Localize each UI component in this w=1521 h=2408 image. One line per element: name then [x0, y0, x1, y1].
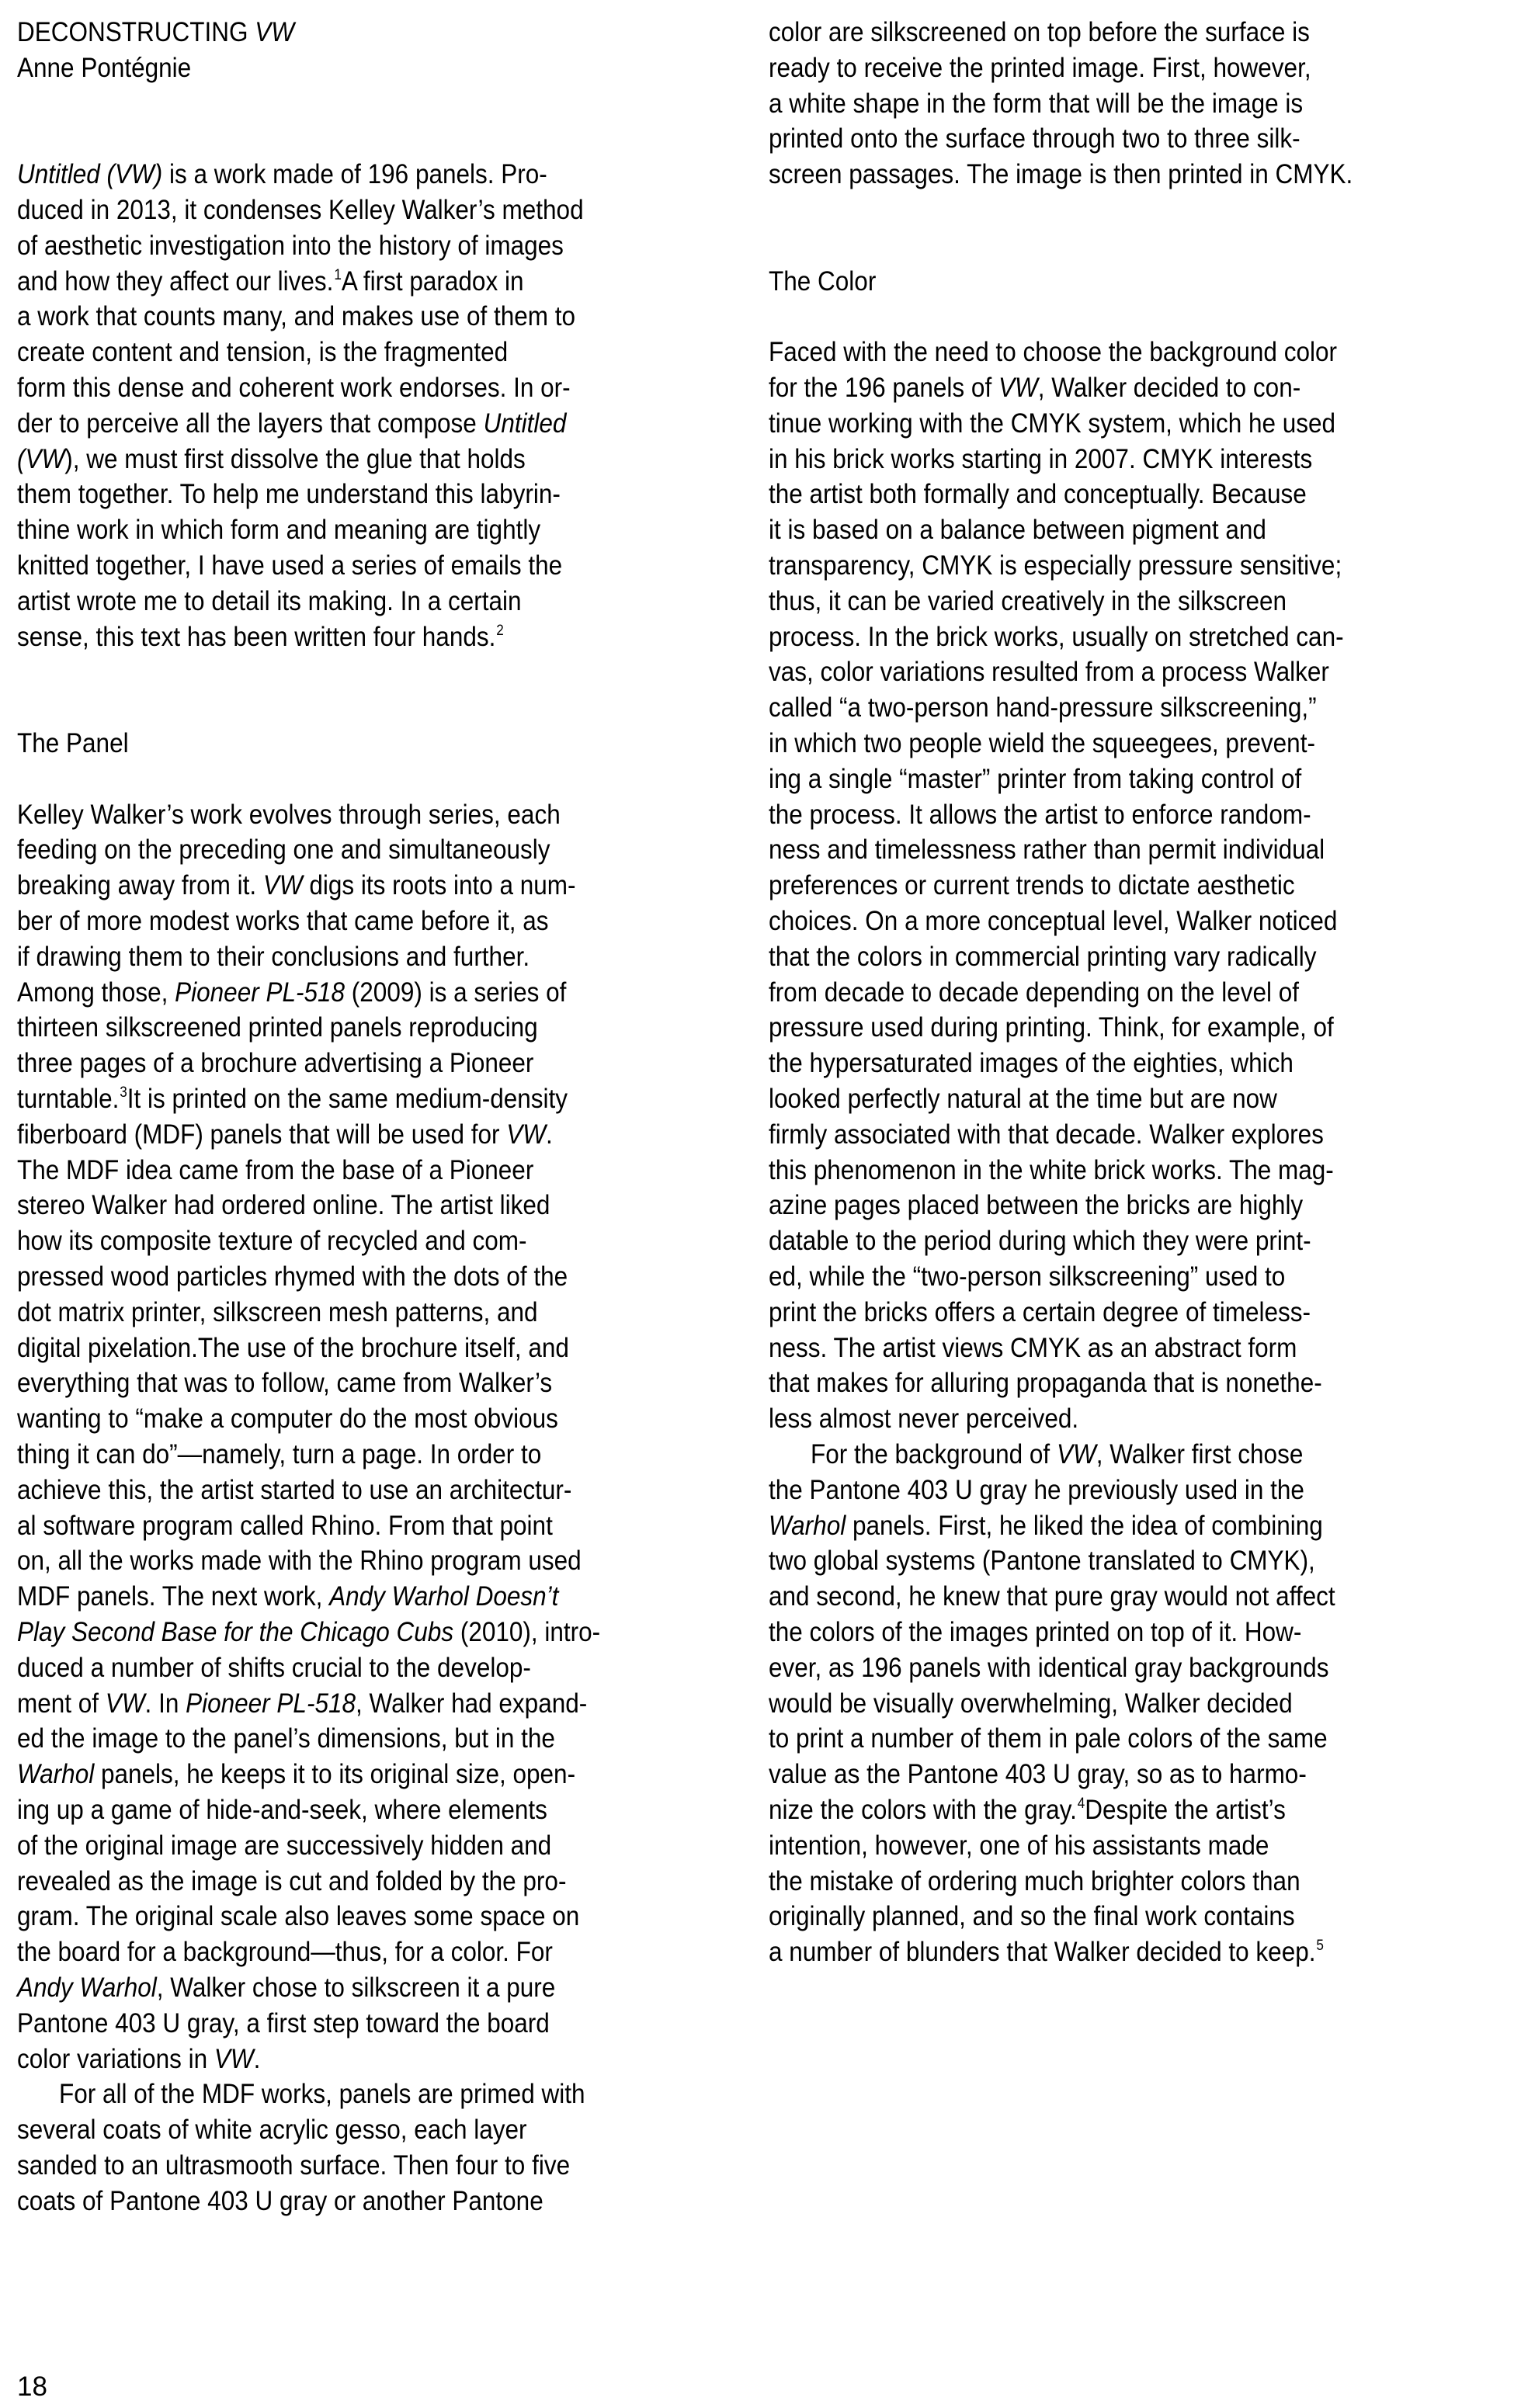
text-segment: the colors of the images printed on top of it. How- — [769, 1617, 1302, 1647]
text-segment: Despite the artist’s — [1085, 1795, 1286, 1825]
text-segment: ness and timelessness rather than permit individual — [769, 834, 1325, 866]
text-line — [769, 939, 1317, 975]
text-segment: intention, however, one of his assistants made — [769, 1830, 1269, 1861]
page-number: 18 — [17, 2372, 47, 2402]
text-line — [769, 121, 1300, 157]
text-segment: thirteen silkscreened printed panels reproducing — [17, 1012, 538, 1043]
text-segment: knitted together, I have used a series of emails the — [17, 550, 563, 581]
text-segment: panels. First, he liked the idea of combining — [846, 1510, 1323, 1541]
text-line — [17, 442, 526, 477]
text-line — [769, 1508, 1323, 1544]
text-line — [769, 1757, 1307, 1792]
text-segment: For the background of — [811, 1439, 1057, 1469]
text-line — [17, 939, 530, 975]
article-author — [17, 50, 191, 86]
text-line — [17, 2077, 585, 2112]
text-segment: from decade to decade depending on the level of — [769, 977, 1300, 1008]
text-segment: ing up a game of hide-and-seek, where elements — [17, 1795, 547, 1825]
text-segment: breaking away from it. — [17, 870, 263, 901]
text-line — [769, 86, 1303, 122]
text-line — [17, 406, 566, 442]
text-line — [769, 442, 1312, 477]
text-segment: for the 196 panels of — [769, 373, 998, 403]
text-segment: form this dense and coherent work endorses. In or- — [17, 373, 571, 403]
italic-title-text: Warhol — [769, 1510, 846, 1541]
text-line — [769, 477, 1307, 512]
text-segment: ing a single “master” printer from taking control of — [769, 763, 1302, 794]
text-line — [769, 1401, 1078, 1437]
text-segment: ), we must first dissolve the glue that holds — [64, 443, 526, 474]
text-line — [769, 1081, 1277, 1117]
text-segment: gram. The original scale also leaves some space on — [17, 1901, 580, 1932]
italic-title-text: VW — [255, 17, 295, 47]
text-segment: duced a number of shifts crucial to the develop- — [17, 1652, 531, 1683]
text-segment: ber of more modest works that came before it, as — [17, 906, 549, 936]
text-segment: the Pantone 403 U gray he previously used in the — [769, 1474, 1304, 1505]
text-segment: artist wrote me to detail its making. In a certain — [17, 585, 522, 616]
text-line — [17, 157, 547, 193]
text-segment: datable to the period during which they were print- — [769, 1226, 1311, 1257]
text-line — [769, 1615, 1301, 1650]
text-segment: a white shape in the form that will be the image is — [769, 88, 1304, 119]
text-segment: choices. On a more conceptual level, Walker noticed — [769, 906, 1338, 936]
footnote-reference: 4 — [1077, 1796, 1085, 1812]
text-line — [769, 904, 1337, 939]
text-line — [769, 1153, 1334, 1188]
text-line — [769, 868, 1295, 904]
text-segment: , Walker first chose — [1096, 1439, 1304, 1469]
text-segment: of aesthetic investigation into the history of images — [17, 230, 564, 261]
text-line — [17, 1365, 552, 1401]
text-segment: duced in 2013, it condenses Kelley Walker’s method — [17, 195, 584, 225]
text-segment: azine pages placed between the bricks are highly — [769, 1190, 1304, 1221]
text-segment: Pantone 403 U gray, a first step toward the board — [17, 2007, 550, 2038]
italic-title-text: Warhol — [17, 1759, 95, 1790]
text-line — [769, 1259, 1285, 1295]
text-segment: the artist both formally and conceptually. Because — [769, 479, 1307, 510]
text-line — [17, 619, 504, 655]
text-line — [769, 762, 1301, 797]
text-segment: ed, while the “two-person silkscreening” used to — [769, 1261, 1286, 1292]
text-line — [769, 1188, 1303, 1223]
text-line — [17, 1792, 547, 1828]
text-segment: . — [253, 2043, 261, 2074]
text-segment: , Walker chose to silkscreen it a pure — [156, 1973, 556, 2003]
text-line — [17, 975, 566, 1011]
text-line — [17, 1828, 551, 1864]
text-segment: to print a number of them in pale colors of the same — [769, 1723, 1328, 1754]
text-segment: color variations in — [17, 2043, 214, 2074]
text-segment: The Panel — [17, 728, 129, 758]
text-segment: digital pixelation.The use of the brochure itself, and — [17, 1332, 569, 1363]
text-segment: pressed wood particles rhymed with the dots of the — [17, 1261, 568, 1292]
text-line — [17, 1331, 569, 1366]
text-line — [769, 1437, 1303, 1473]
text-line — [769, 584, 1287, 619]
text-line — [17, 370, 571, 406]
text-line — [769, 1543, 1315, 1579]
section-heading — [769, 264, 876, 300]
text-segment: originally planned, and so the final work contains — [769, 1901, 1295, 1932]
text-line — [769, 15, 1310, 50]
text-segment: achieve this, the artist started to use an architectur- — [17, 1474, 572, 1505]
text-line — [769, 548, 1342, 584]
text-segment: preferences or current trends to dictate aesthetic — [769, 870, 1295, 901]
text-segment: and second, he knew that pure gray would not affect — [769, 1581, 1335, 1612]
text-line — [17, 1259, 568, 1295]
text-segment: al software program called Rhino. From that point — [17, 1510, 553, 1541]
text-line — [17, 1401, 558, 1437]
text-line — [17, 299, 575, 335]
text-segment: is a work made of 196 panels. Pro- — [162, 159, 547, 190]
text-segment: the process. It allows the artist to enforce random- — [769, 799, 1311, 830]
text-segment: that the colors in commercial printing vary radically — [769, 941, 1317, 972]
text-segment: looked perfectly natural at the time but are now — [769, 1084, 1277, 1114]
text-segment: ever, as 196 panels with identical gray backgrounds — [769, 1652, 1329, 1683]
text-segment: The MDF idea came from the base of a Pioneer — [17, 1154, 534, 1185]
text-segment: feeding on the preceding one and simultaneously — [17, 834, 550, 866]
text-line — [17, 2148, 570, 2184]
footnote-reference: 3 — [120, 1084, 127, 1101]
text-segment: that makes for alluring propaganda that is nonethe- — [769, 1368, 1322, 1399]
footnote-reference: 2 — [496, 622, 504, 639]
text-line — [769, 1295, 1311, 1331]
text-line — [769, 797, 1311, 833]
text-segment: printed onto the surface through two to three silk- — [769, 123, 1300, 154]
text-line — [17, 1757, 575, 1792]
text-line — [769, 832, 1325, 868]
text-segment: in his brick works starting in 2007. CMYK interests — [769, 443, 1313, 474]
text-segment: the mistake of ordering much brighter colors than — [769, 1865, 1300, 1896]
text-segment: For all of the MDF works, panels are primed with — [59, 2079, 585, 2110]
text-segment: ness. The artist views CMYK as an abstract form — [769, 1332, 1297, 1363]
text-line — [17, 1934, 553, 1970]
text-line — [17, 1081, 568, 1117]
text-segment: The Color — [769, 265, 877, 297]
text-line — [17, 2112, 527, 2148]
text-line — [17, 2184, 543, 2219]
text-line — [769, 1117, 1324, 1153]
footnote-reference: 1 — [334, 266, 342, 283]
text-segment: print the bricks offers a certain degree of timeless- — [769, 1296, 1311, 1327]
text-segment: them together. To help me understand this labyrin- — [17, 479, 561, 510]
text-segment: nize the colors with the gray. — [769, 1795, 1077, 1825]
text-line — [769, 1899, 1295, 1934]
text-line — [17, 1473, 571, 1508]
text-segment: revealed as the image is cut and folded by the pro- — [17, 1865, 567, 1896]
text-line — [769, 1934, 1324, 1970]
text-line — [17, 548, 562, 584]
text-line — [769, 975, 1299, 1011]
text-segment: in which two people wield the squeegees, prevent- — [769, 728, 1315, 758]
text-line — [17, 512, 540, 548]
text-line — [769, 726, 1315, 762]
text-segment: value as the Pantone 403 U gray, so as to harmo- — [769, 1759, 1307, 1790]
text-line — [17, 335, 508, 370]
text-line — [769, 1792, 1286, 1828]
italic-title-text: Andy Warhol — [17, 1973, 157, 2003]
text-segment: (2009) is a series of — [345, 977, 567, 1008]
italic-title-text: VW — [262, 870, 303, 901]
text-segment: and how they affect our lives. — [17, 265, 334, 297]
text-line — [769, 335, 1337, 370]
text-line — [769, 1365, 1322, 1401]
text-line — [17, 228, 564, 264]
text-line — [769, 1721, 1328, 1757]
text-line — [17, 1579, 558, 1615]
text-line — [769, 1828, 1269, 1864]
text-line — [17, 1721, 555, 1757]
text-segment: Kelley Walker’s work evolves through series, each — [17, 799, 561, 830]
text-line — [769, 1579, 1335, 1615]
text-line — [769, 690, 1317, 726]
text-segment: pressure used during printing. Think, for example, of — [769, 1012, 1334, 1043]
article-title — [17, 15, 294, 50]
text-segment: It is printed on the same medium-density — [127, 1084, 568, 1114]
text-segment: sanded to an ultrasmooth surface. Then four to five — [17, 2150, 571, 2181]
italic-title-text: Untitled (VW) — [17, 159, 163, 190]
text-segment: panels, he keeps it to its original size, open- — [94, 1759, 576, 1790]
italic-title-text: Andy Warhol Doesn’t — [329, 1581, 559, 1612]
text-segment: der to perceive all the layers that compose — [17, 408, 484, 439]
text-segment: thing it can do”—namely, turn a page. In order to — [17, 1439, 542, 1469]
text-line — [17, 1223, 527, 1259]
text-line — [769, 50, 1311, 86]
text-line — [17, 1970, 555, 2006]
text-line — [17, 584, 522, 619]
text-segment: less almost never perceived. — [769, 1404, 1079, 1435]
text-segment: transparency, CMYK is especially pressure sensitive; — [769, 550, 1342, 581]
text-segment: sense, this text has been written four hands. — [17, 621, 496, 652]
text-line — [769, 512, 1266, 548]
text-segment: ready to receive the printed image. First, however, — [769, 52, 1311, 83]
text-segment: . In — [144, 1688, 186, 1719]
text-segment: turntable. — [17, 1084, 120, 1114]
text-line — [17, 1899, 579, 1934]
text-segment: process. In the brick works, usually on stretched can- — [769, 621, 1344, 652]
text-line — [17, 1864, 566, 1900]
text-segment: screen passages. The image is then printed in CMYK. — [769, 159, 1353, 190]
text-line — [17, 1188, 550, 1223]
text-segment: thus, it can be varied creatively in the silkscreen — [769, 585, 1287, 616]
text-segment: it is based on a balance between pigment and — [769, 515, 1266, 546]
text-segment: , Walker had expand- — [356, 1688, 588, 1719]
text-line — [769, 157, 1353, 193]
text-segment: ment of — [17, 1688, 106, 1719]
text-segment: everything that was to follow, came from Walker’s — [17, 1368, 553, 1399]
text-segment: coats of Pantone 403 U gray or another Pantone — [17, 2185, 543, 2216]
text-segment: (2010), intro- — [453, 1617, 601, 1647]
text-segment: ed the image to the panel’s dimensions, but in the — [17, 1723, 555, 1754]
text-segment: if drawing them to their conclusions and further. — [17, 941, 530, 972]
italic-title-text: (VW — [17, 443, 65, 474]
text-segment: three pages of a brochure advertising a Pioneer — [17, 1048, 534, 1079]
text-segment: color are silkscreened on top before the surface is — [769, 17, 1310, 47]
text-segment: of the original image are successively hidden and — [17, 1830, 552, 1861]
text-segment: firmly associated with that decade. Walker explores — [769, 1119, 1324, 1150]
italic-title-text: VW — [105, 1688, 145, 1719]
text-line — [769, 619, 1344, 655]
text-line — [769, 1331, 1297, 1366]
text-segment: vas, color variations resulted from a process Walker — [769, 657, 1329, 688]
text-line — [769, 1046, 1294, 1081]
italic-title-text: VW — [998, 373, 1038, 403]
italic-title-text: Untitled — [483, 408, 567, 439]
text-line — [769, 370, 1300, 406]
text-segment: the hypersaturated images of the eighties, which — [769, 1048, 1294, 1079]
section-heading — [17, 726, 129, 762]
text-line — [17, 477, 561, 512]
text-segment: , Walker decided to con- — [1037, 373, 1301, 403]
text-segment: on, all the works made with the Rhino program used — [17, 1546, 582, 1577]
text-line — [17, 1010, 538, 1046]
footnote-reference: 5 — [1316, 1938, 1324, 1955]
text-line — [17, 1295, 538, 1331]
italic-title-text: VW — [1056, 1439, 1096, 1469]
italic-title-text: VW — [214, 2043, 254, 2074]
text-line — [17, 1153, 533, 1188]
text-segment: this phenomenon in the white brick works. The mag- — [769, 1154, 1334, 1185]
text-segment: Faced with the need to choose the background color — [769, 337, 1337, 368]
text-line — [17, 2042, 260, 2077]
text-segment: a work that counts many, and makes use of them to — [17, 301, 576, 332]
text-segment: stereo Walker had ordered online. The artist liked — [17, 1190, 550, 1221]
text-line — [17, 193, 584, 228]
text-line — [17, 1046, 533, 1081]
text-line — [17, 1650, 531, 1686]
text-line — [17, 1686, 587, 1722]
text-line — [17, 1543, 582, 1579]
text-segment: Anne Pontégnie — [17, 52, 192, 83]
text-segment: fiberboard (MDF) panels that will be used for — [17, 1119, 507, 1150]
text-segment: two global systems (Pantone translated to CMYK), — [769, 1546, 1315, 1577]
text-segment: DECONSTRUCTING — [17, 17, 255, 47]
text-line — [17, 264, 523, 300]
text-segment: MDF panels. The next work, — [17, 1581, 330, 1612]
text-line — [769, 1864, 1300, 1900]
text-line — [769, 654, 1329, 690]
text-segment: wanting to “make a computer do the most obvious — [17, 1404, 558, 1435]
text-line — [769, 1223, 1311, 1259]
text-line — [17, 868, 576, 904]
text-line — [17, 1437, 541, 1473]
text-segment: thine work in which form and meaning are tightly — [17, 515, 541, 546]
text-line — [17, 1615, 600, 1650]
text-segment: digs its roots into a num- — [302, 870, 576, 901]
text-line — [769, 1650, 1328, 1686]
text-line — [17, 904, 549, 939]
italic-title-text: VW — [506, 1119, 547, 1150]
text-segment: dot matrix printer, silkscreen mesh patterns, and — [17, 1296, 538, 1327]
text-segment: Among those, — [17, 977, 175, 1008]
text-segment: the board for a background—thus, for a color. For — [17, 1937, 553, 1968]
text-segment: A first paradox in — [341, 265, 524, 297]
text-line — [769, 1686, 1293, 1722]
text-segment: create content and tension, is the fragmented — [17, 337, 509, 368]
text-segment: several coats of white acrylic gesso, each layer — [17, 2115, 527, 2146]
text-segment: a number of blunders that Walker decided to keep. — [769, 1937, 1316, 1968]
italic-title-text: Pioneer PL-518 — [175, 977, 346, 1008]
text-line — [769, 1473, 1304, 1508]
italic-title-text: Pioneer PL-518 — [186, 1688, 356, 1719]
text-line — [769, 1010, 1334, 1046]
text-segment: called “a two-person hand-pressure silkscreening,” — [769, 692, 1317, 723]
text-line — [17, 1117, 553, 1153]
text-segment: tinue working with the CMYK system, which he used — [769, 408, 1336, 439]
text-segment: would be visually overwhelming, Walker decided — [769, 1688, 1293, 1719]
italic-title-text: Play Second Base for the Chicago Cubs — [17, 1617, 454, 1647]
text-line — [17, 1508, 553, 1544]
text-line — [17, 797, 561, 833]
text-line — [17, 832, 550, 868]
text-line — [769, 406, 1335, 442]
text-line — [17, 2006, 550, 2042]
text-segment: . — [546, 1119, 553, 1150]
text-segment: how its composite texture of recycled and com- — [17, 1226, 527, 1257]
